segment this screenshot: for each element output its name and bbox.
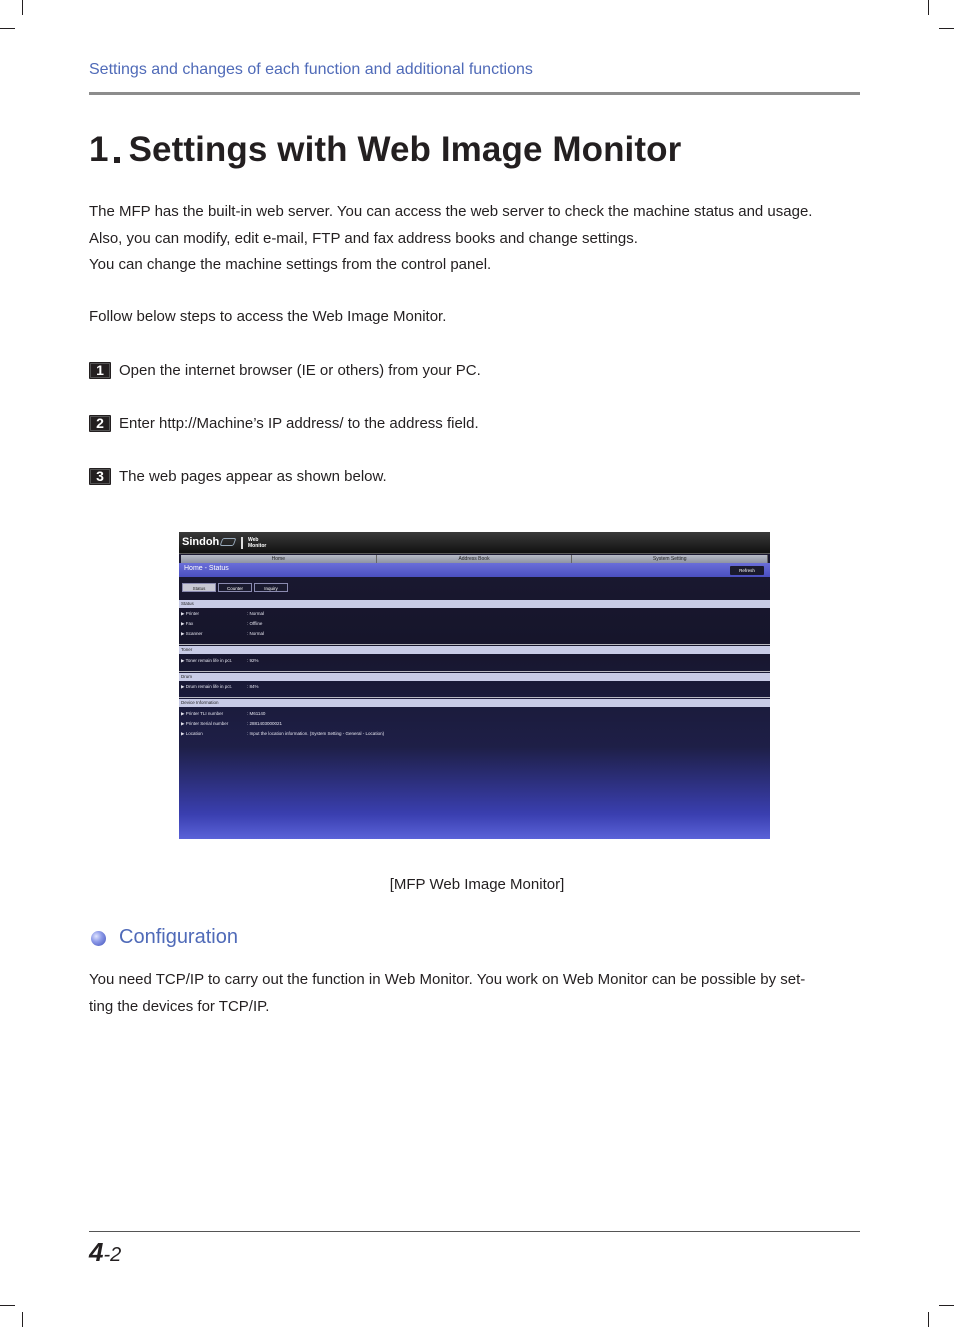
title-dot [114, 157, 120, 163]
step-badge: 2 [89, 415, 111, 432]
device-row [181, 710, 265, 718]
section-device-information: Device Information [179, 699, 770, 707]
tab-counter[interactable]: Counter [218, 583, 252, 592]
section-drum: Drum [179, 673, 770, 681]
row-value: : Offline [247, 621, 263, 626]
monitor-topbar [179, 532, 770, 554]
intro-line: Also, you can modify, edit e-mail, FTP and fax address books and change settings. [89, 229, 638, 247]
crop-mark [0, 1305, 15, 1306]
device-row [181, 720, 282, 728]
nav-system-setting[interactable]: System Setting [572, 555, 768, 563]
divider [179, 644, 770, 645]
monitor-titlebar [179, 563, 770, 577]
row-key: ▶ Drum remain life in pct. [181, 684, 232, 689]
divider [241, 537, 243, 549]
crop-mark [939, 1305, 954, 1306]
status-row [181, 630, 264, 638]
row-value: : 92% [247, 658, 259, 663]
crop-mark [939, 28, 954, 29]
crop-mark [22, 0, 23, 15]
nav-home[interactable]: Home [181, 555, 377, 563]
config-paragraph [89, 967, 805, 1020]
row-value: : Normal [247, 631, 265, 636]
config-line: ting the devices for TCP/IP. [89, 997, 270, 1015]
section-toner: Toner [179, 646, 770, 654]
title-text: Settings with Web Image Monitor [128, 130, 682, 169]
page-suffix: -2 [103, 1244, 122, 1266]
web-monitor-screenshot [179, 532, 770, 839]
intro-paragraph [89, 199, 812, 279]
web-monitor-brand [248, 537, 266, 549]
row-value: : Normal [247, 611, 265, 616]
follow-text: Follow below steps to access the Web Image Monitor. [89, 308, 447, 325]
crop-mark [0, 28, 15, 29]
tab-inquiry[interactable]: Inquiry [254, 583, 288, 592]
status-row [181, 620, 262, 628]
chapter-number: 4 [89, 1237, 104, 1267]
divider [179, 671, 770, 672]
step-1 [89, 361, 481, 379]
brand-line: Web [248, 537, 259, 543]
section-status: Status [179, 600, 770, 608]
status-row [181, 610, 264, 618]
device-row [181, 730, 384, 738]
intro-line: The MFP has the built-in web server. You can access the web server to check the machine status and usage. [89, 203, 813, 220]
bullet-sphere-icon [91, 931, 106, 946]
row-key: ▶ Toner remain life in pct. [181, 658, 233, 663]
row-key: ▶ Fax [181, 621, 194, 626]
row-key: ▶ Scanner [181, 631, 203, 636]
step-badge: 3 [89, 468, 111, 485]
tab-status[interactable]: Status [182, 583, 216, 592]
step-text: The web pages appear as shown below. [119, 467, 387, 485]
monitor-page-title: Home - Status [184, 565, 229, 572]
row-key: ▶ Printer Serial number [181, 721, 229, 726]
sindoh-logo: Sindoh [182, 536, 220, 548]
brand-line: Monitor [248, 543, 267, 549]
row-value: : M61140 [247, 711, 266, 716]
monitor-tabs [182, 583, 288, 592]
row-value: : 84% [247, 684, 259, 689]
row-key: ▶ Printer [181, 611, 199, 616]
monitor-nav [181, 555, 768, 563]
footer-rule [89, 1231, 860, 1232]
crop-mark [928, 1312, 929, 1327]
nav-address-book[interactable]: Address Book [377, 555, 573, 563]
section-heading: Configuration [119, 926, 238, 948]
logo-mark-icon [220, 538, 237, 546]
row-value: : Input the location information. (System Setting - General - Location) [247, 731, 385, 736]
drum-row [181, 683, 259, 691]
header-rule [89, 92, 860, 95]
intro-line: You can change the machine settings from the control panel. [89, 256, 492, 273]
page-number [89, 1237, 121, 1268]
row-key: ▶ Printer TLI number [181, 711, 224, 716]
section-number: 1 [89, 130, 109, 169]
step-3 [89, 467, 387, 485]
step-badge: 1 [89, 362, 111, 379]
running-header: Settings and changes of each function and additional functions [89, 61, 533, 78]
crop-mark [928, 0, 929, 15]
step-text: Open the internet browser (IE or others) from your PC. [119, 361, 481, 379]
crop-mark [22, 1312, 23, 1327]
refresh-button[interactable]: Refresh [730, 566, 764, 575]
config-line: You need TCP/IP to carry out the function in Web Monitor. You work on Web Monitor can be possible by set- [89, 971, 806, 988]
row-value: : 2881403000021 [247, 721, 283, 726]
toner-row [181, 657, 259, 665]
row-key: ▶ Location [181, 731, 203, 736]
step-text: Enter http://Machine’s IP address/ to the address field. [119, 414, 479, 432]
step-2 [89, 414, 479, 432]
figure-caption: [MFP Web Image Monitor] [389, 876, 565, 893]
divider [179, 697, 770, 698]
page-title [89, 130, 681, 170]
